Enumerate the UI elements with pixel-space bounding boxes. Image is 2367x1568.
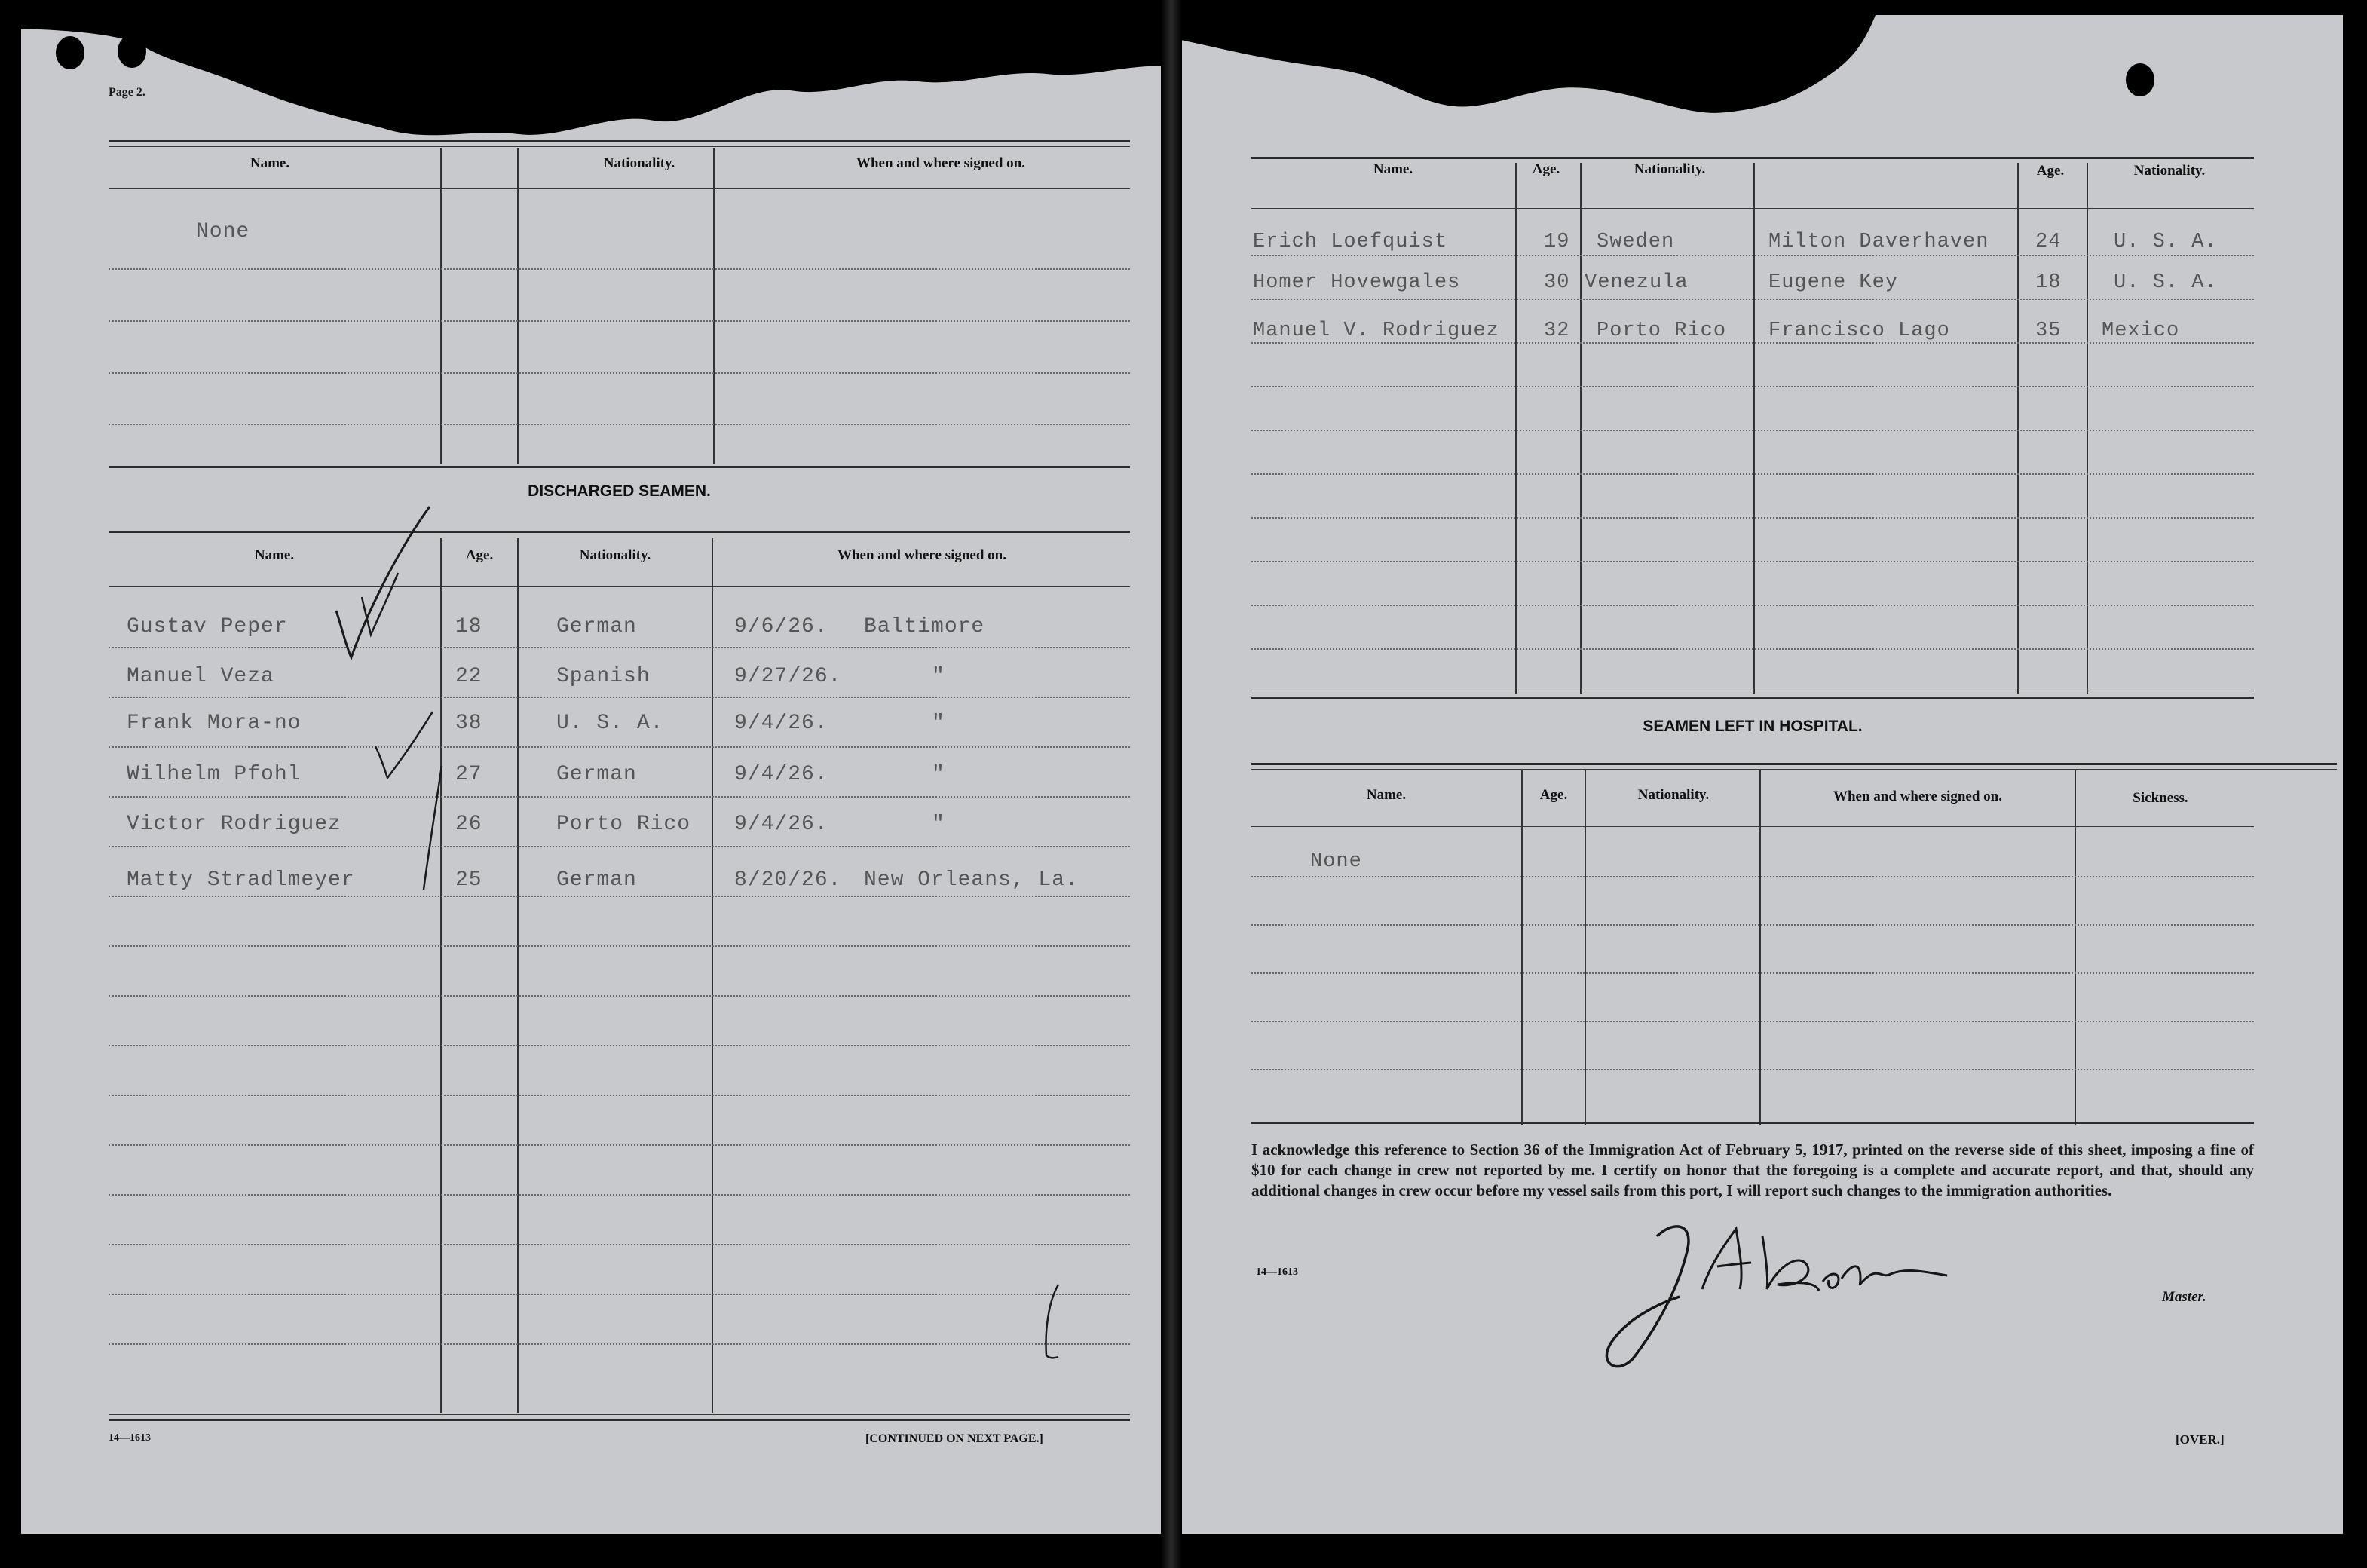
dotted-line [109, 320, 1130, 322]
cell-name: Victor Rodriguez [127, 813, 341, 836]
table-rule [109, 1414, 1130, 1415]
cell-nationality: Spanish [556, 665, 651, 688]
cell-name: Manuel Veza [127, 665, 274, 688]
dotted-line [109, 1294, 1130, 1295]
dotted-line [109, 424, 1130, 425]
col-header-nationality-2: Nationality. [2133, 163, 2206, 179]
punch-hole [56, 36, 84, 69]
pen-mark [1037, 1280, 1067, 1363]
dotted-line [1251, 1069, 2254, 1070]
column-divider [2087, 163, 2088, 694]
col-header-age: Age. [465, 547, 494, 563]
form-number: 14—1613 [109, 1432, 151, 1444]
cell-name: Matty Stradlmeyer [127, 868, 355, 892]
col-header-name: Name. [1366, 787, 1407, 803]
col-header-sickness: Sickness. [2133, 790, 2188, 806]
torn-top-edge [1182, 15, 2343, 166]
dotted-line [109, 1144, 1130, 1146]
dotted-line [1251, 605, 2254, 606]
dotted-line [109, 1045, 1130, 1046]
col-header-nationality: Nationality. [579, 547, 651, 563]
table-rule [109, 586, 1130, 587]
cell-nationality: Venezula [1585, 271, 1689, 294]
dotted-line [1251, 517, 2254, 519]
col-header-nationality: Nationality. [1634, 161, 1706, 177]
cell-age-2: 18 [2035, 271, 2062, 294]
dotted-line [109, 1244, 1130, 1245]
torn-top-edge [21, 15, 1182, 166]
column-divider [440, 148, 442, 464]
column-divider [1515, 163, 1517, 694]
cell-nationality: German [556, 868, 637, 892]
tick-mark [413, 761, 458, 897]
cell-nationality: Porto Rico [556, 813, 691, 836]
cell-age: 26 [455, 813, 482, 836]
dotted-line [1251, 473, 2254, 475]
cell-nationality-2: U. S. A. [2114, 231, 2218, 253]
dotted-line [1251, 876, 2254, 877]
cell-name: Erich Loefquist [1253, 231, 1448, 253]
punch-hole [118, 35, 146, 68]
column-divider [1759, 770, 1761, 1125]
cell-age: 32 [1544, 320, 1570, 342]
dotted-line [1251, 342, 2254, 344]
col-header-signed-on: When and where signed on. [837, 547, 1006, 563]
dotted-line [1251, 255, 2254, 256]
dotted-line [109, 746, 1130, 748]
cell-nationality: Sweden [1597, 231, 1675, 253]
col-header-nationality: Nationality. [603, 155, 675, 171]
column-divider [1585, 770, 1586, 1125]
cell-date: 8/20/26. [734, 868, 842, 892]
cell-place: New Orleans, La. [864, 868, 1079, 892]
table-rule [109, 146, 1130, 147]
dotted-line [109, 1194, 1130, 1196]
cell-age-2: 35 [2035, 320, 2062, 342]
cell-name: Frank Mora-no [127, 712, 302, 735]
cell-place: " [932, 665, 945, 688]
col-header-name: Name. [254, 547, 295, 563]
signature [1589, 1206, 1951, 1380]
table-rule [1251, 157, 2254, 159]
discharged-seamen-title: DISCHARGED SEAMEN. [528, 482, 711, 500]
table-rule [109, 188, 1130, 189]
top-table-entry: None [196, 220, 250, 243]
table-rule [1251, 1122, 2254, 1124]
dotted-line [109, 268, 1130, 270]
form-number: 14—1613 [1256, 1266, 1298, 1278]
continued-note: [CONTINUED ON NEXT PAGE.] [865, 1432, 1043, 1445]
column-divider [713, 148, 715, 464]
column-divider [2075, 770, 2076, 1125]
cell-age: 25 [455, 868, 482, 892]
column-divider [517, 538, 519, 1413]
master-label: Master. [2162, 1289, 2206, 1305]
cell-name-2: Milton Daverhaven [1768, 231, 1989, 253]
cell-age: 30 [1544, 271, 1570, 294]
table-rule [109, 531, 1130, 533]
cell-name-2: Eugene Key [1768, 271, 1899, 294]
cell-place: " [932, 813, 945, 836]
dotted-line [109, 1095, 1130, 1096]
dotted-line [1251, 648, 2254, 650]
cell-age: 27 [455, 763, 482, 786]
cell-nationality: U. S. A. [556, 712, 664, 735]
cell-name-2: Francisco Lago [1768, 320, 1950, 342]
col-header-nationality: Nationality. [1637, 787, 1710, 803]
col-header-age: Age. [1539, 787, 1568, 803]
over-note: [OVER.] [2176, 1432, 2225, 1447]
table-rule [109, 466, 1130, 468]
col-header-signed-on: When and where signed on. [1833, 789, 2002, 804]
dotted-line [1251, 561, 2254, 562]
cell-place: Baltimore [864, 615, 985, 639]
cell-date: 9/6/26. [734, 615, 828, 639]
dotted-line [109, 846, 1130, 847]
hospital-entry: None [1310, 850, 1362, 873]
cell-name: Gustav Peper [127, 615, 288, 639]
cell-date: 9/4/26. [734, 712, 828, 735]
table-rule [1251, 826, 2254, 827]
cell-name: Manuel V. Rodriguez [1253, 320, 1499, 342]
column-divider [1753, 163, 1755, 694]
cell-age-2: 24 [2035, 231, 2062, 253]
left-page [21, 15, 1182, 1534]
col-header-signed-on: When and where signed on. [856, 155, 1025, 171]
cell-date: 9/4/26. [734, 763, 828, 786]
cell-nationality: German [556, 615, 637, 639]
column-divider [712, 538, 713, 1413]
dotted-line [109, 647, 1130, 648]
checkmark-icon [292, 498, 458, 709]
dotted-line [1251, 430, 2254, 431]
dotted-line [1251, 972, 2254, 974]
cell-name: Wilhelm Pfohl [127, 763, 302, 786]
table-rule [1251, 208, 2254, 209]
column-divider [517, 148, 519, 464]
acknowledgement-text: I acknowledge this reference to Section 36 of the Immigration Act of February 5, 1917, printed on the reverse side of this sheet, imposing a fine of $10 for each change in crew not reported by me. I certify on honor that the foregoing is a complete and accurate report, and that, should any additional changes in crew occur before my vessel sails from this port, I will report such changes to the immigration authorities. [1251, 1141, 2254, 1199]
dotted-line [109, 896, 1130, 897]
table-rule [109, 140, 1130, 142]
cell-place: " [932, 712, 945, 735]
table-rule [109, 1419, 1130, 1421]
cell-nationality-2: Mexico [2102, 320, 2180, 342]
cell-nationality-2: U. S. A. [2114, 271, 2218, 294]
dotted-line [1251, 1021, 2254, 1022]
table-rule [1251, 763, 2337, 765]
punch-hole [2126, 63, 2154, 96]
table-rule [1251, 769, 2337, 770]
column-divider [2017, 163, 2019, 694]
column-divider [1521, 770, 1523, 1125]
cell-age: 38 [455, 712, 482, 735]
column-divider [1580, 163, 1582, 694]
cell-age: 19 [1544, 231, 1570, 253]
dotted-line [1251, 386, 2254, 387]
cell-date: 9/4/26. [734, 813, 828, 836]
cell-age: 18 [455, 615, 482, 639]
page-label: Page 2. [109, 86, 145, 99]
col-header-name: Name. [250, 155, 290, 171]
cell-age: 22 [455, 665, 482, 688]
dotted-line [1251, 924, 2254, 926]
cell-nationality: Porto Rico [1597, 320, 1727, 342]
cell-date: 9/27/26. [734, 665, 842, 688]
right-page [1182, 15, 2343, 1534]
dotted-line [109, 796, 1130, 798]
dotted-line [109, 1343, 1130, 1345]
dotted-line [1251, 299, 2254, 300]
page-fold [1161, 0, 1182, 1568]
dotted-line [109, 697, 1130, 698]
table-rule [1251, 697, 2254, 699]
col-header-name: Name. [1373, 161, 1413, 177]
col-header-age: Age. [1532, 161, 1560, 177]
cell-place: " [932, 763, 945, 786]
hospital-title: SEAMEN LEFT IN HOSPITAL. [1643, 718, 1863, 735]
dotted-line [109, 995, 1130, 997]
cell-nationality: German [556, 763, 637, 786]
dotted-line [109, 945, 1130, 947]
cell-name: Homer Hovewgales [1253, 271, 1461, 294]
col-header-age-2: Age. [2036, 163, 2065, 179]
dotted-line [109, 372, 1130, 374]
